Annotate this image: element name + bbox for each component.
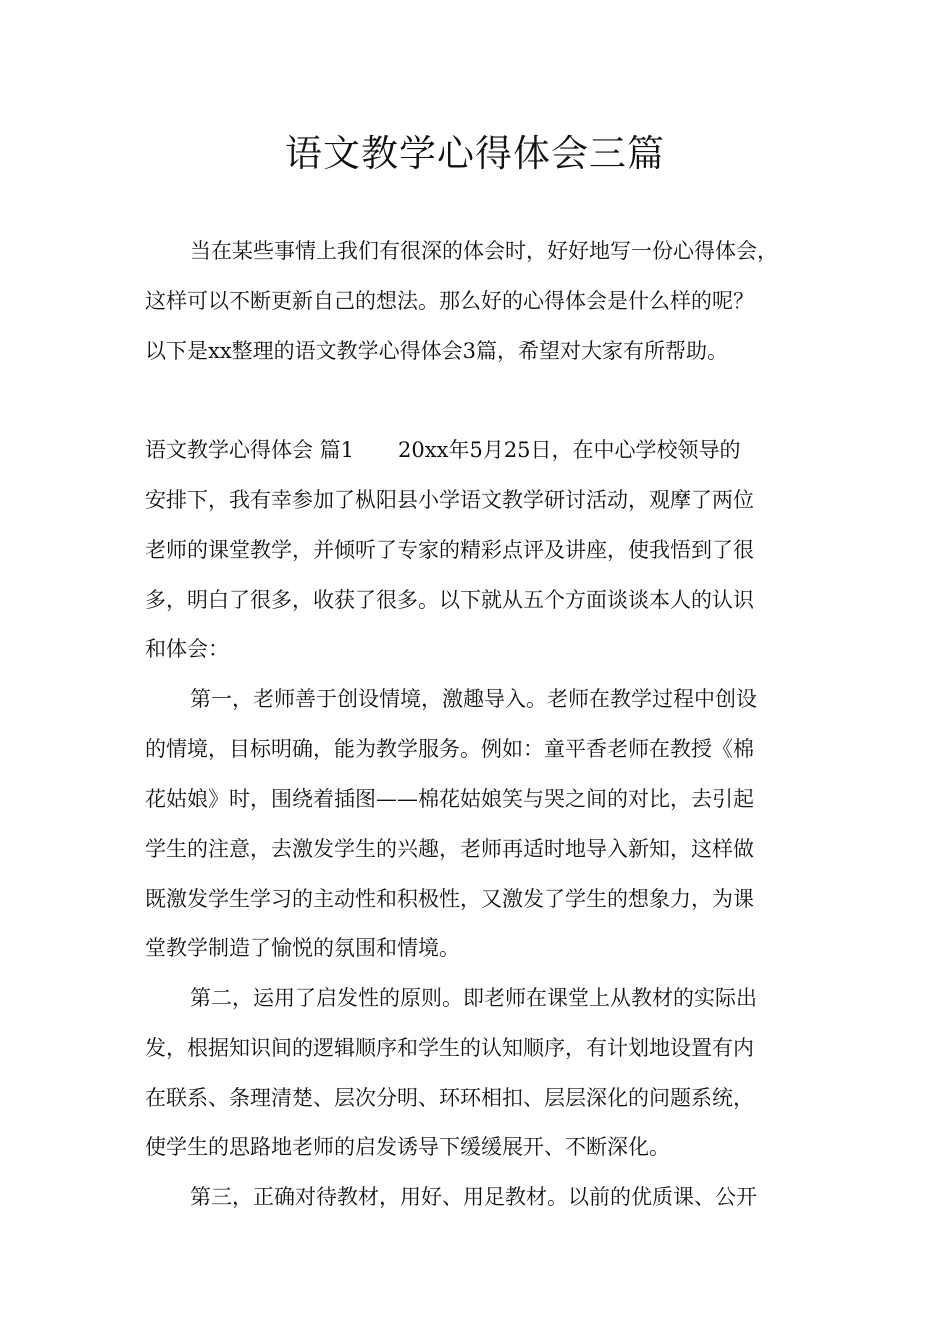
paragraph-first-line: 第二，运用了启发性的原则。即老师在课堂上从教材的实际出 <box>190 986 757 1010</box>
body-line: 和体会： <box>145 637 229 661</box>
section-first-line <box>145 435 741 465</box>
body-line: 使学生的思路地老师的启发诱导下缓缓展开、不断深化。 <box>145 1135 670 1159</box>
body-line: 多，明白了很多，收获了很多。以下就从五个方面谈谈本人的认识 <box>145 588 754 612</box>
body-line: 安排下，我有幸参加了枞阳县小学语文教学研讨活动，观摩了两位 <box>145 488 754 512</box>
body-line: 既激发学生学习的主动性和积极性，又激发了学生的想象力，为课 <box>145 887 754 911</box>
page-title: 语文教学心得体会三篇 <box>285 132 665 175</box>
section-heading: 语文教学心得体会 篇1 <box>145 438 355 462</box>
body-line: 堂教学制造了愉悦的氛围和情境。 <box>145 936 460 960</box>
paragraph-first-line: 第三，正确对待教材，用好、用足教材。以前的优质课、公开 <box>190 1185 757 1209</box>
paragraph-first-line: 第一，老师善于创设情境，激趣导入。老师在教学过程中创设 <box>190 687 757 711</box>
intro-line-3: 以下是xx整理的语文教学心得体会3篇，希望对大家有所帮助。 <box>145 339 729 363</box>
body-line: 发，根据知识间的逻辑顺序和学生的认知顺序，有计划地设置有内 <box>145 1036 754 1060</box>
body-line: 在联系、条理清楚、层次分明、环环相扣、层层深化的问题系统， <box>145 1086 754 1110</box>
body-line: 花姑娘》时，围绕着插图——棉花姑娘笑与哭之间的对比，去引起 <box>145 787 754 811</box>
intro-line-1: 当在某些事情上我们有很深的体会时，好好地写一份心得体会， <box>190 239 778 263</box>
section-first-line-text: 20xx年5月25日，在中心学校领导的 <box>398 438 741 462</box>
body-line: 老师的课堂教学，并倾听了专家的精彩点评及讲座，使我悟到了很 <box>145 538 754 562</box>
intro-line-2: 这样可以不断更新自己的想法。那么好的心得体会是什么样的呢？ <box>145 289 754 313</box>
body-line: 学生的注意，去激发学生的兴趣，老师再适时地导入新知，这样做 <box>145 837 754 861</box>
body-line: 的情境，目标明确，能为教学服务。例如：童平香老师在教授《棉 <box>145 737 754 761</box>
